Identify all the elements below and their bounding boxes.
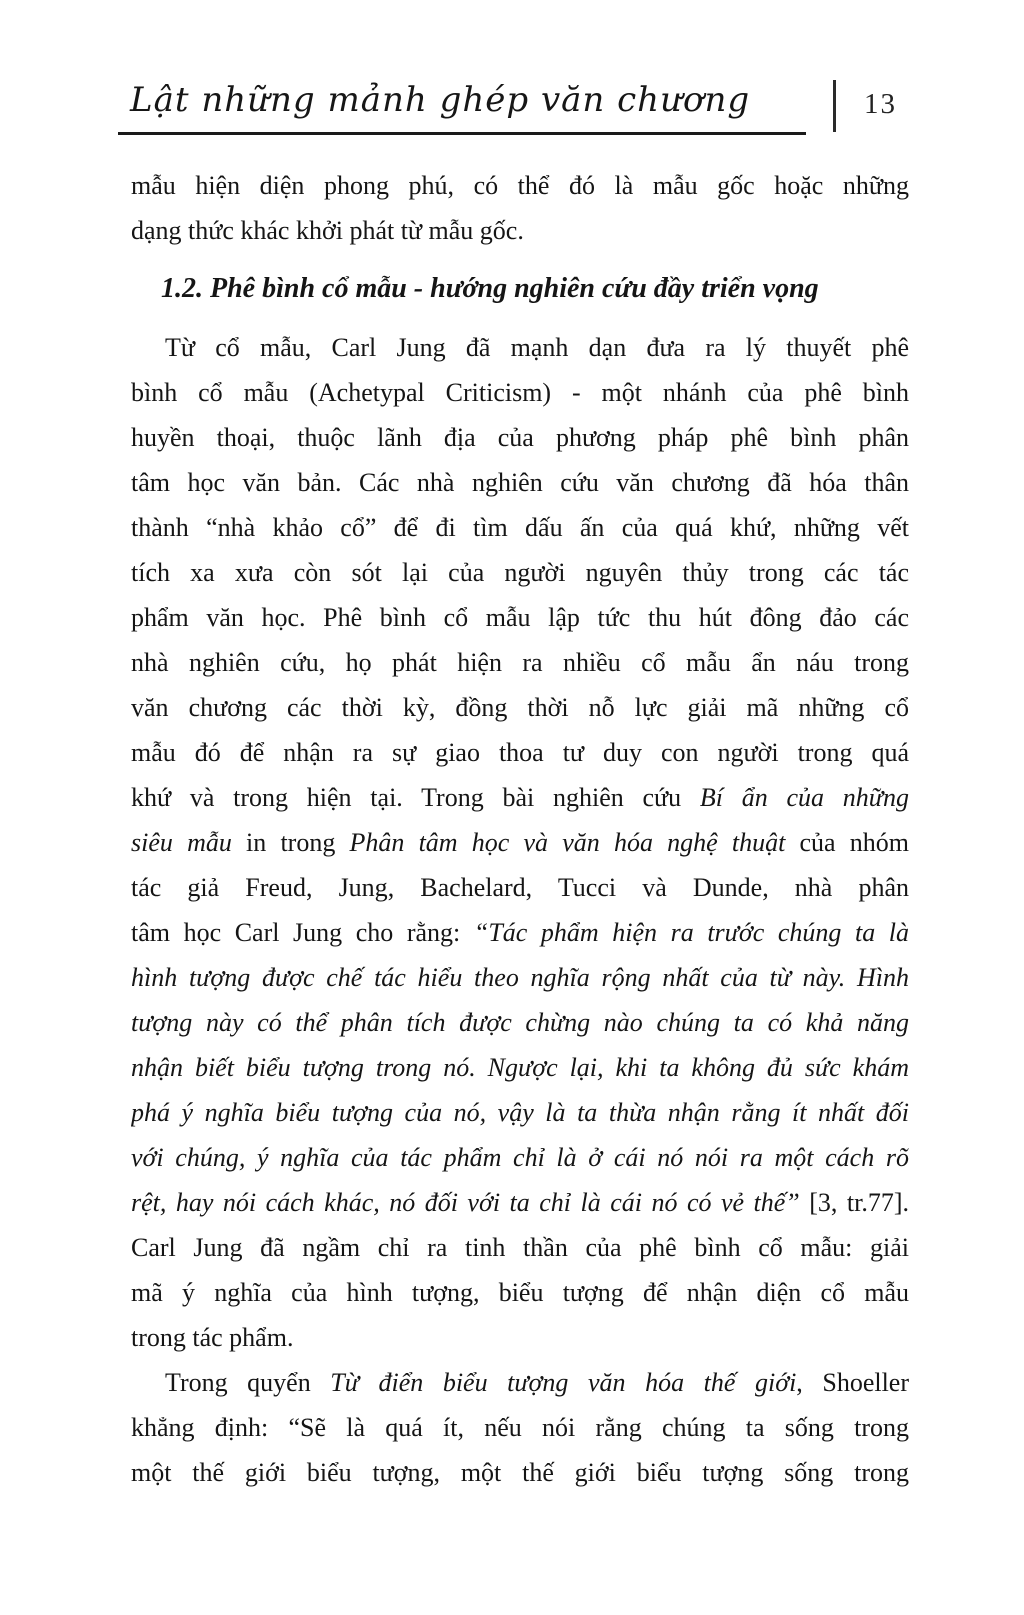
text-line — [131, 730, 909, 775]
paragraph — [131, 163, 909, 253]
text-line — [131, 775, 909, 820]
text-segment: tích xa xưa còn sót lại của người nguyên thủy trong các tác — [131, 558, 909, 587]
header-divider-bar — [833, 80, 836, 132]
text-segment: Từ điển biểu tượng văn hóa thế giới — [330, 1368, 797, 1397]
text-line — [131, 1360, 909, 1405]
text-segment: Từ cổ mẫu, Carl Jung đã mạnh dạn đưa ra lý thuyết phê — [165, 333, 909, 362]
text-segment: nhận biết biểu tượng trong nó. Ngược lại, khi ta không đủ sức khám — [131, 1053, 909, 1082]
page-content — [131, 163, 909, 1495]
text-line — [131, 325, 909, 370]
text-segment: mẫu đó để nhận ra sự giao thoa tư duy con người trong quá — [131, 738, 909, 767]
text-line — [131, 1315, 909, 1360]
text-segment: siêu mẫu — [131, 828, 232, 857]
text-line — [131, 1000, 909, 1045]
text-line — [131, 1090, 909, 1135]
text-segment: “Tác phẩm hiện ra trước chúng ta là — [473, 918, 909, 947]
page-number: 13 — [864, 88, 897, 120]
text-segment: [3, tr.77]. — [799, 1188, 909, 1217]
text-line — [131, 955, 909, 1000]
text-line — [131, 1450, 909, 1495]
text-segment: phá ý nghĩa biểu tượng của nó, vậy là ta thừa nhận rằng ít nhất đối — [131, 1098, 909, 1127]
text-segment: hình tượng được chế tác hiểu theo nghĩa rộng nhất của từ này. Hình — [131, 963, 909, 992]
running-header-title: Lật những mảnh ghép văn chương — [130, 80, 751, 120]
text-segment: khứ và trong hiện tại. Trong bài nghiên cứu — [131, 783, 700, 812]
text-segment: mã ý nghĩa của hình tượng, biểu tượng để nhận diện cổ mẫu — [131, 1278, 909, 1307]
text-line — [131, 163, 909, 208]
text-segment: huyền thoại, thuộc lãnh địa của phương pháp phê bình phân — [131, 423, 909, 452]
text-segment: mẫu hiện diện phong phú, có thể đó là mẫu gốc hoặc những — [131, 171, 909, 200]
text-line — [131, 1045, 909, 1090]
text-segment: tác giả Freud, Jung, Bachelard, Tucci và Dunde, nhà phân — [131, 873, 909, 902]
text-segment: một thế giới biểu tượng, một thế giới biểu tượng sống trong — [131, 1458, 909, 1487]
text-line — [131, 415, 909, 460]
text-segment: Carl Jung đã ngầm chỉ ra tinh thần của phê bình cổ mẫu: giải — [131, 1233, 909, 1262]
text-segment: với chúng, ý nghĩa của tác phẩm chỉ là ở cái nó nói ra một cách rõ — [131, 1143, 909, 1172]
text-segment: Bí ẩn của những — [699, 783, 909, 812]
text-line — [131, 820, 909, 865]
text-line — [131, 595, 909, 640]
text-segment: nhà nghiên cứu, họ phát hiện ra nhiều cổ mẫu ẩn náu trong — [131, 648, 909, 677]
text-line — [131, 460, 909, 505]
header-rule — [118, 132, 806, 135]
text-line — [131, 1405, 909, 1450]
text-segment: văn chương các thời kỳ, đồng thời nỗ lực giải mã những cổ — [131, 693, 909, 722]
text-segment: rệt, hay nói cách khác, nó đối với ta chỉ là cái nó có vẻ thế” — [131, 1188, 800, 1217]
text-line — [131, 1225, 909, 1270]
text-line — [131, 910, 909, 955]
text-segment: trong tác phẩm. — [131, 1323, 294, 1352]
text-line — [131, 865, 909, 910]
paragraph — [131, 325, 909, 1360]
text-segment: khẳng định: “Sẽ là quá ít, nếu nói rằng chúng ta sống trong — [131, 1413, 909, 1442]
text-segment: thành “nhà khảo cổ” để đi tìm dấu ấn của quá khứ, những vết — [131, 513, 909, 542]
text-segment: , Shoeller — [796, 1368, 909, 1397]
paragraph — [131, 1360, 909, 1495]
text-line — [131, 1135, 909, 1180]
text-segment: tâm học Carl Jung cho rằng: — [131, 918, 474, 947]
text-line — [131, 685, 909, 730]
text-line — [131, 550, 909, 595]
text-line — [131, 640, 909, 685]
text-line — [131, 1270, 909, 1315]
section-heading: 1.2. Phê bình cổ mẫu - hướng nghiên cứu đầy triển vọng — [161, 273, 819, 304]
text-line — [131, 370, 909, 415]
text-segment: Trong quyển — [165, 1368, 331, 1397]
text-line — [131, 505, 909, 550]
text-segment: Phân tâm học và văn hóa nghệ thuật — [349, 828, 786, 857]
text-segment: tượng này có thể phân tích được chừng nào chúng ta có khả năng — [131, 1008, 909, 1037]
text-segment: của nhóm — [785, 828, 909, 857]
text-line — [131, 1180, 909, 1225]
text-segment: dạng thức khác khởi phát từ mẫu gốc. — [131, 216, 524, 245]
text-segment: in trong — [231, 828, 350, 857]
text-segment: phẩm văn học. Phê bình cổ mẫu lập tức thu hút đông đảo các — [131, 603, 909, 632]
text-segment: tâm học văn bản. Các nhà nghiên cứu văn chương đã hóa thân — [131, 468, 909, 497]
text-segment: bình cổ mẫu (Achetypal Criticism) - một nhánh của phê bình — [131, 378, 909, 407]
text-line — [131, 208, 909, 253]
